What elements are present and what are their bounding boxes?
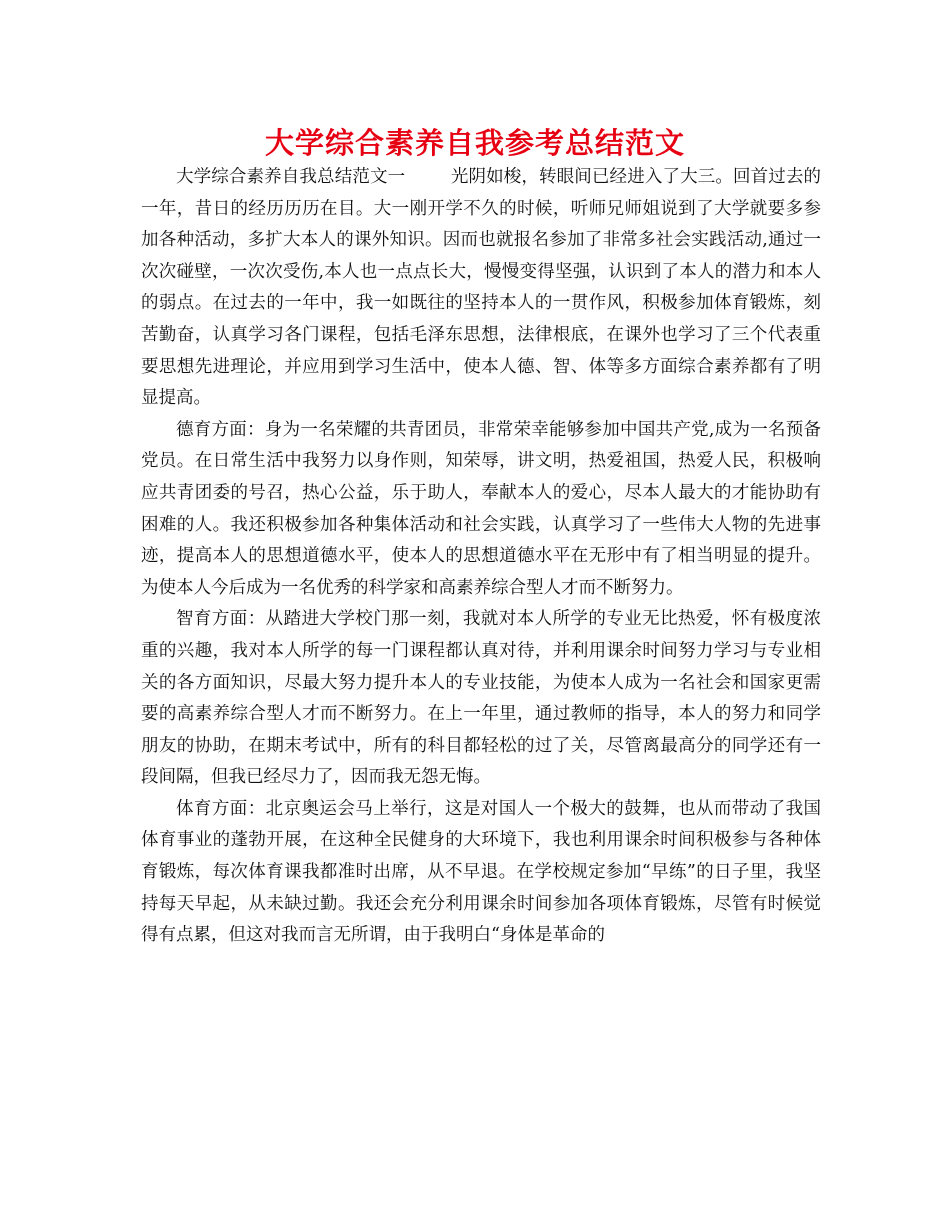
paragraph-moral-education: 德育方面：身为一名荣耀的共青团员，非常荣幸能够参加中国共产党,成为一名预备党员。在日常生活中我努力以身作则，知荣辱，讲文明，热爱祖国，热爱人民，积极响应共青团委的号召，热心公益，乐于助人，奉献本人的爱心，尽本人最大的才能协助有困难的人。我还积极参加各种集体活动和社会实践，认真学习了一些伟大人物的先进事迹，提高本人的思想道德水平，使本人的思想道德水平在无形中有了相当明显的提升。为使本人今后成为一名优秀的科学家和高素养综合型人才而不断努力。 xyxy=(141,419,821,598)
document-title: 大学综合素养自我参考总结范文 xyxy=(264,126,685,160)
paragraph-intellectual-education: 智育方面：从踏进大学校门那一刻，我就对本人所学的专业无比热爱，怀有极度浓重的兴趣，我对本人所学的每一门课程都认真对待，并利用课余时间努力学习与专业相关的各方面知识，尽最大努力提升本人的专业技能，为使本人成为一名社会和国家更需要的高素养综合型人才而不断努力。在上一年里，通过教师的指导，本人的努力和同学朋友的协助，在期末考试中，所有的科目都轻松的过了关，尽管离最高分的同学还有一段间隔，但我已经尽力了，因而我无怨无悔。 xyxy=(141,609,821,788)
paragraph-intro xyxy=(141,162,821,415)
document-body xyxy=(141,162,821,952)
intro-label: 大学综合素养自我总结范文一 xyxy=(176,167,406,187)
paragraph-intro-text: 光阴如梭，转眼间已经进入了大三。回首过去的一年，昔日的经历历历在目。大一刚开学不久的时候，听师兄师姐说到了大学就要多参加各种活动，多扩大本人的课外知识。因而也就报名参加了非常多社会实践活动,通过一次次碰壁，一次次受伤,本人也一点点长大，慢慢变得坚强，认识到了本人的潜力和本人的弱点。在过去的一年中，我一如既往的坚持本人的一贯作风，积极参加体育锻炼，刻苦勤奋，认真学习各门课程，包括毛泽东思想，法律根底，在课外也学习了三个代表重要思想先进理论，并应用到学习生活中，使本人德、智、体等多方面综合素养都有了明显提高。 xyxy=(141,167,822,409)
paragraph-physical-education: 体育方面：北京奥运会马上举行，这是对国人一个极大的鼓舞，也从而带动了我国体育事业的蓬勃开展，在这种全民健身的大环境下，我也利用课余时间积极参与各种体育锻炼，每次体育课我都准时出席，从不早退。在学校规定参加“早练”的日子里，我坚持每天早起，从未缺过勤。我还会充分利用课余时间参加各项体育锻炼，尽管有时候觉得有点累，但这对我而言无所谓，由于我明白“身体是革命的 xyxy=(141,798,821,946)
